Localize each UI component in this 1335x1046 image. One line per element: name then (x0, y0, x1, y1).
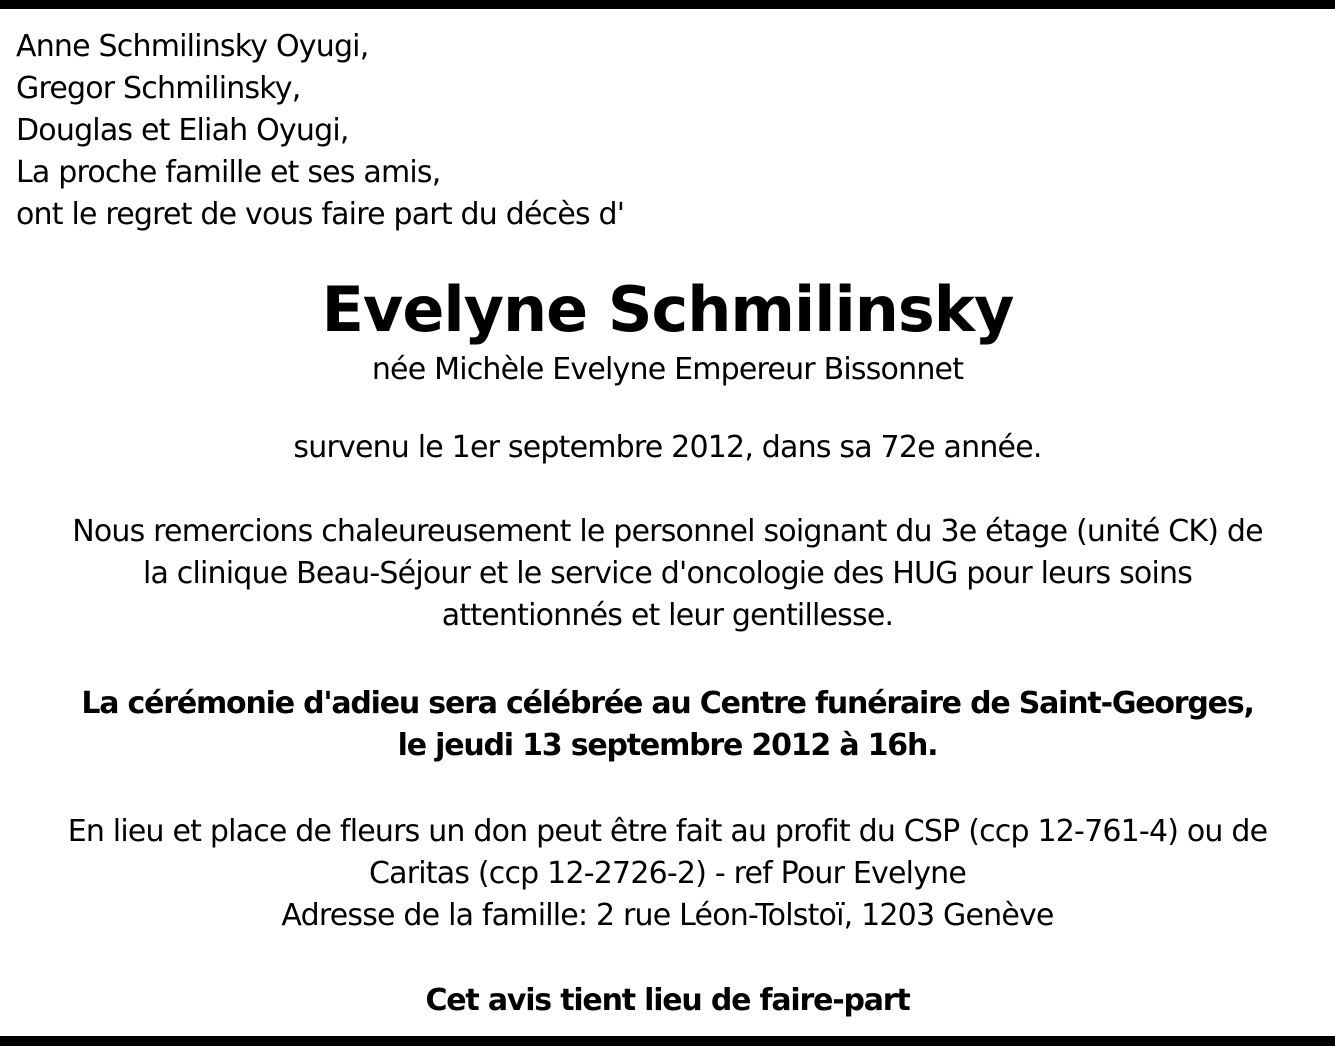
family-line: Anne Schmilinsky Oyugi, (16, 29, 369, 64)
thanks-line: la clinique Beau-Séjour et le service d'oncologie des HUG pour leurs soins (142, 556, 1193, 591)
donation-paragraph (0, 811, 1335, 937)
thanks-paragraph (0, 511, 1335, 637)
ceremony-line: La cérémonie d'adieu sera célébrée au Centre funéraire de Saint-Georges, (81, 686, 1254, 721)
donation-line: En lieu et place de fleurs un don peut être fait au profit du CSP (ccp 12-761-4) ou de (67, 814, 1268, 849)
family-line: Gregor Schmilinsky, (16, 71, 301, 106)
family-address: Adresse de la famille: 2 rue Léon-Tolstoï, 1203 Genève (281, 898, 1054, 933)
closing-statement: Cet avis tient lieu de faire-part (425, 983, 910, 1018)
family-line: La proche famille et ses amis, (16, 155, 441, 190)
thanks-line: attentionnés et leur gentillesse. (441, 598, 894, 633)
donation-line: Caritas (ccp 12-2726-2) - ref Pour Evelyne (368, 856, 967, 891)
ceremony-paragraph (0, 683, 1335, 767)
family-announcement (16, 26, 624, 236)
bottom-border-rule (0, 1036, 1335, 1046)
deceased-name: Evelyne Schmilinsky (321, 273, 1014, 346)
thanks-line: Nous remercions chaleureusement le personnel soignant du 3e étage (unité CK) de (72, 514, 1263, 549)
birth-name: née Michèle Evelyne Empereur Bissonnet (371, 352, 964, 387)
ceremony-line: le jeudi 13 septembre 2012 à 16h. (397, 728, 938, 763)
death-date-statement: survenu le 1er septembre 2012, dans sa 72e année. (293, 430, 1042, 465)
family-line: Douglas et Eliah Oyugi, (16, 113, 349, 148)
family-line: ont le regret de vous faire part du décès d' (16, 197, 625, 232)
